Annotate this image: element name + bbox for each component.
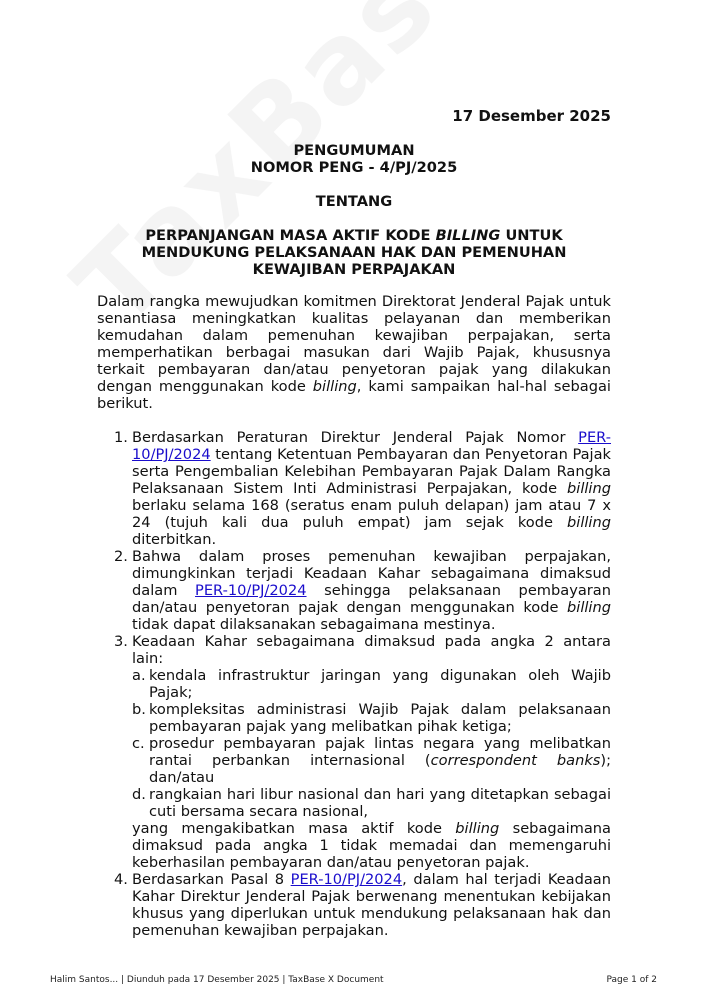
subject-italic: BILLING [435, 227, 501, 244]
regulation-link[interactable]: PER-10/PJ/2024 [195, 582, 307, 599]
list-item: 3. Keadaan Kahar sebagaimana dimaksud pada angka 2 antara lain: a. kendala infrastruktur jaringan yang digunakan oleh Wajib Pajak; b. kompleksitas administrasi Wajib Pajak dalam pelaksanaan pembayaran pajak yang melibatkan pihak ketiga; c. prosedur pembayaran pajak lintas negara yang melibatkan rantai perbankan internasional (correspondent banks); dan/atau d. rangkaian hari libur nasional dan hari yang ditetapkan sebagai cuti bersama secara nasional, yang mengakibatkan masa aktif kode billing sebagaimana dimaksud pada angka 1 tidak memadai dan memengaruhi keberhasilan pembayaran dan/atau penyetoran pajak. [114, 633, 612, 871]
sub-item: b. kompleksitas administrasi Wajib Pajak dalam pelaksanaan pembayaran pajak yang melibatkan pihak ketiga; [132, 701, 611, 735]
intro-paragraph: Dalam rangka mewujudkan komitmen Direktorat Jenderal Pajak untuk senantiasa meningkatkan kualitas pelayanan dan memberikan kemudahan dalam pemenuhan kewajiban perpajakan, serta memperhatikan berbagai masukan dari Wajib Pajak, khususnya terkait pembayaran dan/atau penyetoran pajak yang dilakukan dengan menggunakan kode billing, kami sampaikan hal-hal sebagai berikut. [97, 293, 611, 412]
sub-item: c. prosedur pembayaran pajak lintas negara yang melibatkan rantai perbankan internasional (correspondent banks); dan/atau [132, 735, 611, 786]
item-3-tail: yang mengakibatkan masa aktif kode billing sebagaimana dimaksud pada angka 1 tidak memadai dan memengaruhi keberhasilan pembayaran dan/atau penyetoran pajak. [132, 820, 612, 871]
tentang-label: TENTANG [315, 193, 393, 210]
document-date: 17 Desember 2025 [452, 107, 611, 125]
points-list [97, 429, 611, 939]
page-footer [50, 972, 657, 989]
regulation-link[interactable]: PER-10/PJ/2024 [132, 429, 611, 463]
sub-item: a. kendala infrastruktur jaringan yang digunakan oleh Wajib Pajak; [132, 667, 611, 701]
announcement-title: PENGUMUMAN [293, 142, 415, 159]
list-item: 2. Bahwa dalam proses pemenuhan kewajiban perpajakan, dimungkinkan terjadi Keadaan Kahar sebagaimana dimaksud dalam PER-10/PJ/2024 sehingga pelaksanaan pembayaran dan/atau penyetoran pajak dengan menggunakan kode billing tidak dapat dilaksanakan sebagaimana mestinya. [114, 548, 611, 633]
list-item: 4. Berdasarkan Pasal 8 PER-10/PJ/2024, dalam hal terjadi Keadaan Kahar Direktur Jenderal Pajak berwenang menentukan kebijakan khusus yang diperlukan untuk mendukung pelaksanaan hak dan pemenuhan kewajiban perpajakan. [114, 871, 611, 939]
announcement-number: NOMOR PENG - 4/PJ/2025 [250, 159, 458, 176]
announcement-subject [97, 227, 611, 278]
subject-text: PERPANJANGAN MASA AKTIF KODE [145, 227, 436, 244]
list-item: 1. Berdasarkan Peraturan Direktur Jenderal Pajak Nomor PER-10/PJ/2024 tentang Ketentuan Pembayaran dan Penyetoran Pajak serta Pengembalian Kelebihan Pembayaran Pajak Dalam Rangka Pelaksanaan Sistem Inti Administrasi Perpajakan, kode billing berlaku selama 168 (seratus enam puluh delapan) jam atau 7 x 24 (tujuh kali dua puluh empat) jam sejak kode billing diterbitkan. [114, 429, 611, 548]
footer-download-info: Halim Santos... | Diunduh pada 17 Desember 2025 | TaxBase X Document [50, 975, 384, 985]
sub-item: d. rangkaian hari libur nasional dan hari yang ditetapkan sebagai cuti bersama secara nasional, [132, 786, 611, 820]
document-page [97, 108, 611, 939]
subject-text: UNTUK MENDUKUNG PELAKSANAAN HAK DAN PEMENUHAN KEWAJIBAN PERPAJAKAN [141, 227, 567, 278]
page-number: Page 1 of 2 [606, 975, 657, 985]
regulation-link[interactable]: PER-10/PJ/2024 [290, 871, 403, 888]
